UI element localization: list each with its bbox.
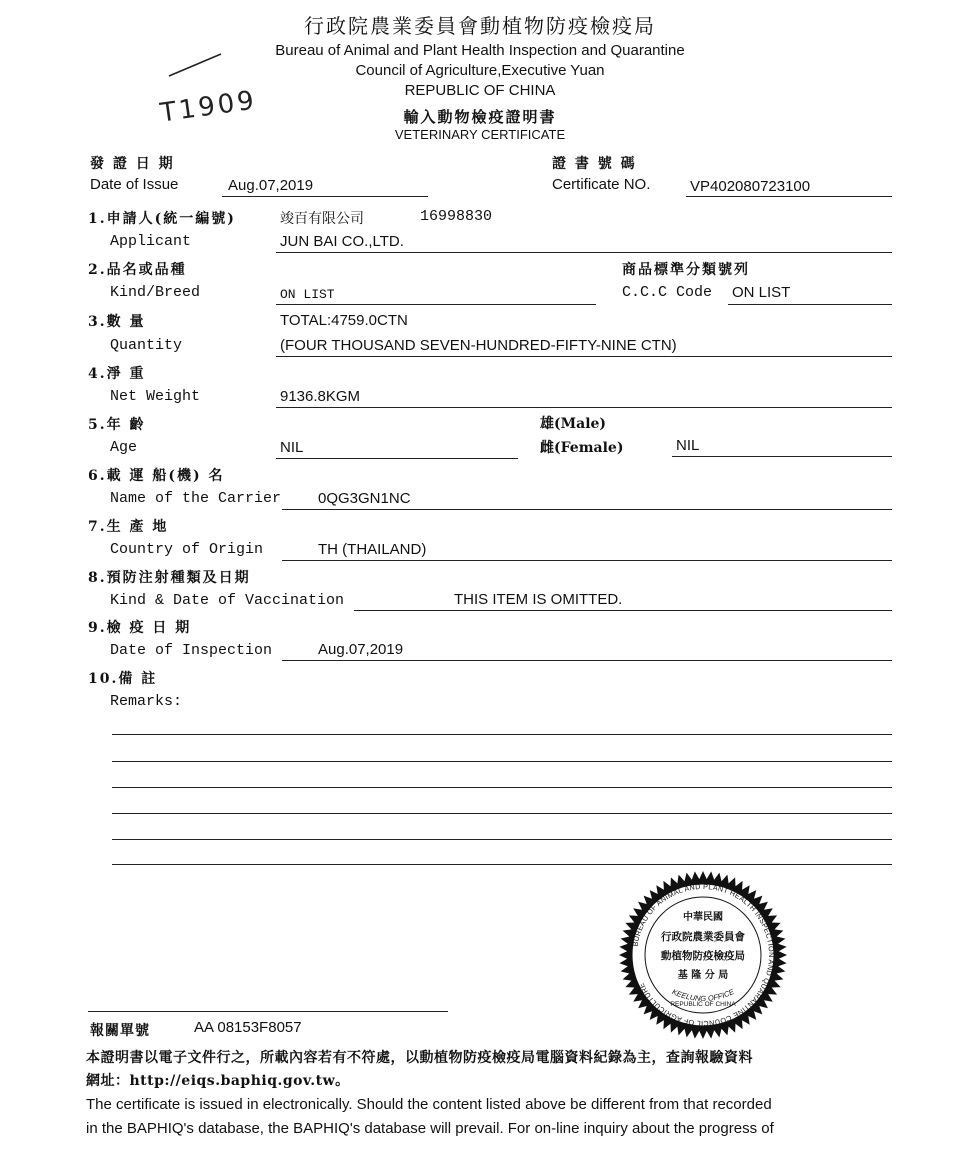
male-label: 雄(Male): [540, 416, 607, 432]
official-seal: [613, 870, 793, 1040]
kind-underline: [276, 304, 596, 305]
applicant-underline: [276, 252, 892, 253]
vaccination-value: THIS ITEM IS OMITTED.: [454, 591, 623, 608]
vaccination-underline: [354, 610, 892, 611]
bureau-title-zh: 行政院農業委員會動植物防疫檢疫局: [304, 14, 656, 38]
origin-label-zh: 7.生 產 地: [88, 519, 169, 535]
female-label: 雌(Female): [540, 440, 624, 456]
remarks-line: [112, 787, 892, 788]
kind-value: ON LIST: [280, 287, 335, 302]
origin-underline: [282, 560, 892, 561]
applicant-id: 16998830: [420, 208, 493, 225]
notice-en-line1: The certificate is issued in electronically. Should the content listed above be different from that recorded: [86, 1096, 772, 1113]
remarks-line: [112, 813, 892, 814]
country-title: REPUBLIC OF CHINA: [404, 82, 556, 99]
origin-value: TH (THAILAND): [318, 541, 427, 558]
age-underline: [276, 458, 518, 459]
net-weight-value: 9136.8KGM: [280, 388, 361, 405]
footer-separator: [88, 1011, 448, 1012]
inspection-value: Aug.07,2019: [318, 641, 404, 658]
seal-line1: 中華民國: [683, 912, 723, 923]
applicant-value-zh: 竣百有限公司: [280, 211, 364, 227]
remarks-label-zh: 10.備 註: [88, 671, 158, 687]
female-value: NIL: [676, 437, 700, 454]
inspection-label-zh: 9.檢 疫 日 期: [88, 620, 192, 636]
age-value: NIL: [280, 439, 304, 456]
kind-label: Kind/Breed: [110, 284, 201, 301]
seal-line2: 行政院農業委員會: [661, 931, 745, 943]
kind-label-zh: 2.品名或品種: [88, 262, 187, 278]
certificate-title-zh: 輸入動物檢疫證明書: [403, 108, 557, 126]
seal-bottom-text2: REPUBLIC OF CHINA: [670, 1001, 736, 1008]
seal-bottom-text: KEELUNG OFFICE: [670, 987, 736, 1004]
ccc-value: ON LIST: [732, 284, 791, 301]
ccc-underline: [728, 304, 892, 305]
remarks-line: [112, 761, 892, 762]
carrier-value: 0QG3GN1NC: [318, 490, 411, 507]
inspection-label: Date of Inspection: [110, 642, 273, 659]
seal-line4: 基 隆 分 局: [677, 970, 729, 981]
net-weight-underline: [276, 407, 892, 408]
issue-date-label-zh: 發 證 日 期: [90, 156, 175, 172]
age-label-zh: 5.年 齡: [88, 417, 146, 433]
ccc-label: C.C.C Code: [622, 284, 713, 301]
applicant-label-zh: 1.申請人(統一編號): [88, 211, 236, 227]
cert-no-label: Certificate NO.: [552, 176, 651, 193]
applicant-label: Applicant: [110, 233, 192, 250]
carrier-label: Name of the Carrier: [110, 490, 282, 507]
quantity-label: Quantity: [110, 337, 183, 354]
cert-no-underline: [686, 196, 892, 197]
issue-date-underline: [222, 196, 428, 197]
female-underline: [672, 456, 892, 457]
notice-en-line2: in the BAPHIQ's database, the BAPHIQ's database will prevail. For on-line inquiry about the progress of: [86, 1120, 774, 1137]
customs-no-value: AA 08153F8057: [194, 1019, 302, 1036]
issue-date-value: Aug.07,2019: [228, 177, 314, 194]
net-weight-label-zh: 4.淨 重: [88, 366, 146, 382]
quantity-value-words: (FOUR THOUSAND SEVEN-HUNDRED-FIFTY-NINE CTN): [280, 337, 677, 354]
cert-no-value: VP402080723100: [690, 178, 811, 195]
quantity-label-zh: 3.數 量: [88, 314, 146, 330]
ccc-label-zh: 商品標準分類號列: [622, 262, 750, 278]
council-title: Council of Agriculture,Executive Yuan: [355, 62, 605, 79]
notice-zh-line2: 網址：http://eiqs.baphiq.gov.tw。: [86, 1073, 350, 1089]
seal-ring-text: BUREAU OF ANIMAL AND PLANT HEALTH INSPECTION AND QUARANTINE COUNCIL OF AGRICULTURE: [630, 881, 777, 1029]
certificate-title-en: VETERINARY CERTIFICATE: [394, 127, 566, 142]
inspection-underline: [282, 660, 892, 661]
bureau-title-en: Bureau of Animal and Plant Health Inspection and Quarantine: [275, 42, 685, 59]
remarks-line: [112, 839, 892, 840]
notice-zh-line1: 本證明書以電子文件行之，所載內容若有不符處，以動植物防疫檢疫局電腦資料紀錄為主，查詢報驗資料: [86, 1050, 753, 1066]
handwritten-stroke: [165, 50, 225, 80]
handwritten-note: T1909: [158, 85, 259, 129]
net-weight-label: Net Weight: [110, 388, 201, 405]
issue-date-label: Date of Issue: [90, 176, 179, 193]
remarks-line: [112, 734, 892, 735]
remarks-label: Remarks:: [110, 693, 183, 710]
cert-no-label-zh: 證 書 號 碼: [552, 156, 637, 172]
vaccination-label-zh: 8.預防注射種類及日期: [88, 570, 251, 586]
carrier-label-zh: 6.載 運 船(機) 名: [88, 468, 225, 484]
applicant-value: JUN BAI CO.,LTD.: [280, 233, 404, 250]
remarks-line: [112, 864, 892, 865]
customs-no-label: 報關單號: [90, 1023, 150, 1039]
age-label: Age: [110, 439, 138, 456]
origin-label: Country of Origin: [110, 541, 264, 558]
quantity-underline: [276, 356, 892, 357]
carrier-underline: [282, 509, 892, 510]
vaccination-label: Kind & Date of Vaccination: [110, 592, 345, 609]
seal-line3: 動植物防疫檢疫局: [661, 950, 745, 962]
quantity-value: TOTAL:4759.0CTN: [280, 312, 408, 329]
